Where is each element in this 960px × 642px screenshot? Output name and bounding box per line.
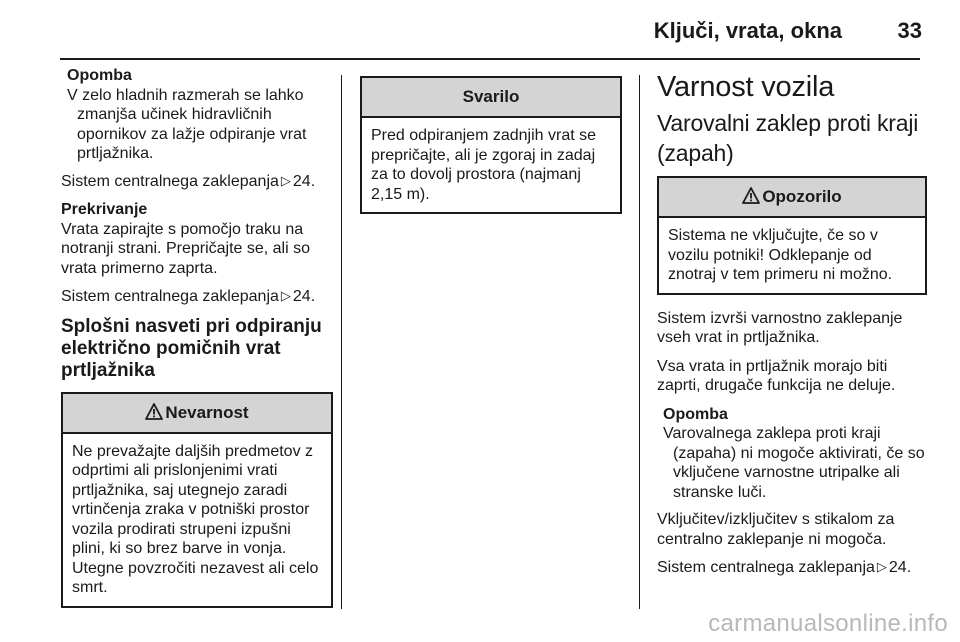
section-subtitle: Varovalni zaklep proti kraji (zapah) [657, 110, 919, 166]
overturn-text: Vrata zapirajte s pomočjo traku na notranji strani. Prepričajte se, ali so vrata primerno zaprta. [61, 220, 310, 277]
warning-box-header [659, 178, 925, 218]
note-block [657, 405, 927, 503]
paragraph: Sistem izvrši varnostno zaklepanje vseh vrat in prtljažnika. [657, 309, 903, 346]
caution-text: Pred odpiranjem zadnjih vrat se prepričajte, ali je zgoraj in zadaj za to dovolj prostora (najmanj 2,15 m). [371, 127, 597, 203]
note-title: Opomba [663, 405, 728, 423]
page-number: 33 [897, 18, 922, 43]
paragraph: Vsa vrata in prtljažnik morajo biti zaprti, drugače funkcija ne deluje. [657, 357, 896, 394]
column-divider-left [341, 75, 342, 609]
caution-box-header: Svarilo [362, 78, 620, 118]
warning-label: Opozorilo [762, 187, 842, 206]
arrow-right-icon: ▷ [876, 559, 887, 574]
arrow-right-icon: ▷ [280, 288, 291, 303]
note-title: Opomba [67, 67, 132, 84]
cross-reference-page: 24. [888, 559, 912, 576]
watermark: carmanualsonline.info [708, 610, 948, 637]
danger-box-header [63, 394, 331, 434]
page-header [0, 0, 960, 60]
cross-reference-text: Sistem centralnega zaklepanja [61, 172, 279, 190]
danger-label: Nevarnost [165, 402, 249, 422]
cross-reference-page: 24. [292, 172, 316, 190]
danger-box [61, 392, 333, 608]
cross-reference-text: Sistem centralnega zaklepanja [61, 288, 279, 305]
note-block [61, 66, 333, 164]
header-rule [60, 58, 920, 60]
overturn-title: Prekrivanje [61, 201, 148, 218]
column-1 [61, 66, 333, 618]
column-3 [657, 66, 927, 587]
cross-reference [61, 172, 333, 192]
warning-box [657, 176, 927, 295]
warning-text: Sistema ne vključujte, če so v vozilu potniki! Odklepanje od znotraj v tem primeru ni možno. [668, 227, 893, 283]
section-heading: Splošni nasveti pri odpiranju električno pomičnih vrat prtljažnika [61, 315, 322, 381]
cross-reference-page: 24. [292, 288, 316, 305]
paragraph: Vključitev/izključitev s stikalom za centralno zaklepanje ni mogoča. [657, 511, 895, 548]
danger-text: Ne prevažajte daljših predmetov z odprtimi ali prislonjenimi vrati prtljažnika, saj utegnejo zaradi vrtinčenja zraka v potniški prostor vozila prodirati strupeni izpušni plini, ki so brez barve in vonja. Utegne povzročiti nezavest ali celo smrt. [72, 442, 319, 596]
cross-reference [61, 287, 333, 307]
caution-box [360, 76, 622, 214]
cross-reference-text: Sistem centralnega zaklepanja [657, 559, 875, 576]
header-title: Ključi, vrata, okna [653, 18, 842, 43]
column-divider-right [639, 75, 640, 609]
note-text: V zelo hladnih razmerah se lahko zmanjša učinek hidravličnih opornikov za lažje odpiranje vrat prtljažnika. [67, 86, 307, 162]
cross-reference [657, 558, 927, 578]
column-2 [360, 76, 622, 224]
section-title: Varnost vozila [657, 71, 835, 103]
note-text: Varovalnega zaklepa proti kraji (zapaha) ni mogoče aktivirati, če so vključene varnostne utripalke ali stranske luči. [663, 425, 925, 501]
warning-triangle-icon [145, 403, 163, 420]
arrow-right-icon: ▷ [280, 172, 291, 188]
overturn-section [61, 200, 333, 278]
warning-triangle-icon [742, 187, 760, 204]
